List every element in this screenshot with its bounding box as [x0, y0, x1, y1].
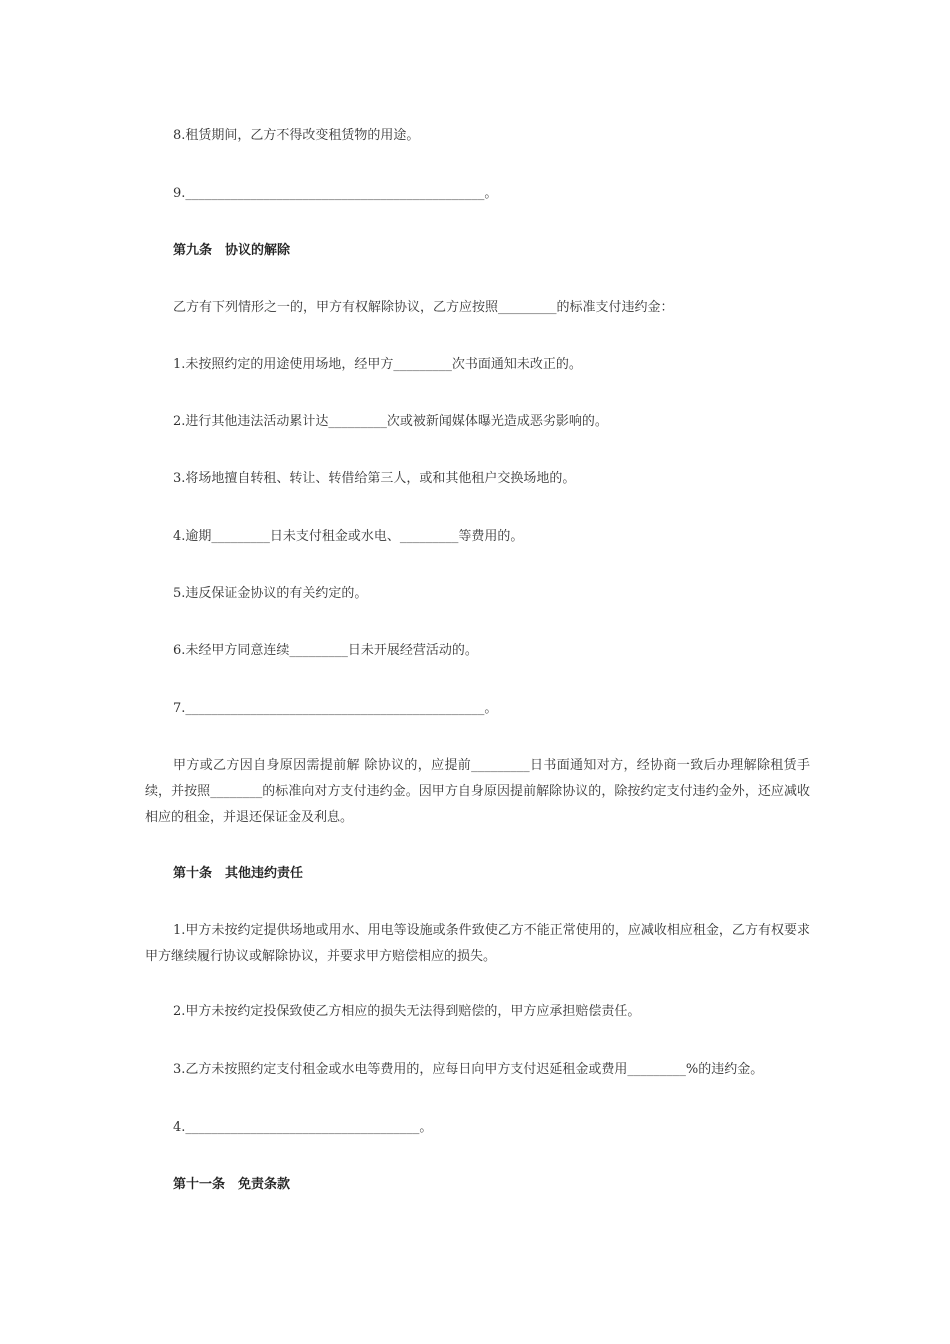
termination-intro: 乙方有下列情形之一的，甲方有权解除协议，乙方应按照_________的标准支付违约金： — [173, 300, 674, 315]
termination-item-6: 6.未经甲方同意连续_________日未开展经营活动的。 — [173, 643, 478, 658]
termination-item-7: 7.______________________________________________。 — [173, 701, 498, 716]
termination-item-1: 1.未按照约定的用途使用场地，经甲方_________次书面通知未改正的。 — [173, 357, 582, 372]
clause-8-item-8: 8.租赁期间，乙方不得改变租赁物的用途。 — [173, 128, 420, 143]
article-9-heading: 第九条 协议的解除 — [173, 243, 291, 258]
termination-item-2: 2.进行其他违法活动累计达_________次或被新闻媒体曝光造成恶劣影响的。 — [173, 414, 608, 429]
liability-item-1: 1.甲方未按约定提供场地或用水、用电等设施或条件致使乙方不能正常使用的，应减收相应租金，乙方有权要求甲方继续履行协议或解除协议，并要求甲方赔偿相应的损失。 — [145, 923, 810, 964]
liability-item-4: 4.____________________________________。 — [173, 1120, 433, 1135]
article-11-heading: 第十一条 免责条款 — [173, 1177, 291, 1192]
termination-item-4: 4.逾期_________日未支付租金或水电、_________等费用的。 — [173, 529, 524, 544]
liability-item-3: 3.乙方未按照约定支付租金或水电等费用的，应每日向甲方支付迟延租金或费用_________%的违约金。 — [173, 1062, 764, 1077]
article-10-heading: 第十条 其他违约责任 — [173, 866, 304, 881]
liability-item-2: 2.甲方未按约定投保致使乙方相应的损失无法得到赔偿的，甲方应承担赔偿责任。 — [173, 1004, 641, 1019]
termination-item-3: 3.将场地擅自转租、转让、转借给第三人，或和其他租户交换场地的。 — [173, 471, 576, 486]
termination-item-5: 5.违反保证金协议的有关约定的。 — [173, 586, 368, 601]
early-termination-paragraph: 甲方或乙方因自身原因需提前解 除协议的，应提前_________日书面通知对方，经协商一致后办理解除租赁手续，并按照________的标准向对方支付违约金。因甲方自身原因提前解除协议的，除按约定支付违约金外，还应减收相应的租金，并退还保证金及利息。 — [145, 758, 810, 825]
clause-8-item-9: 9.______________________________________________。 — [173, 186, 498, 201]
